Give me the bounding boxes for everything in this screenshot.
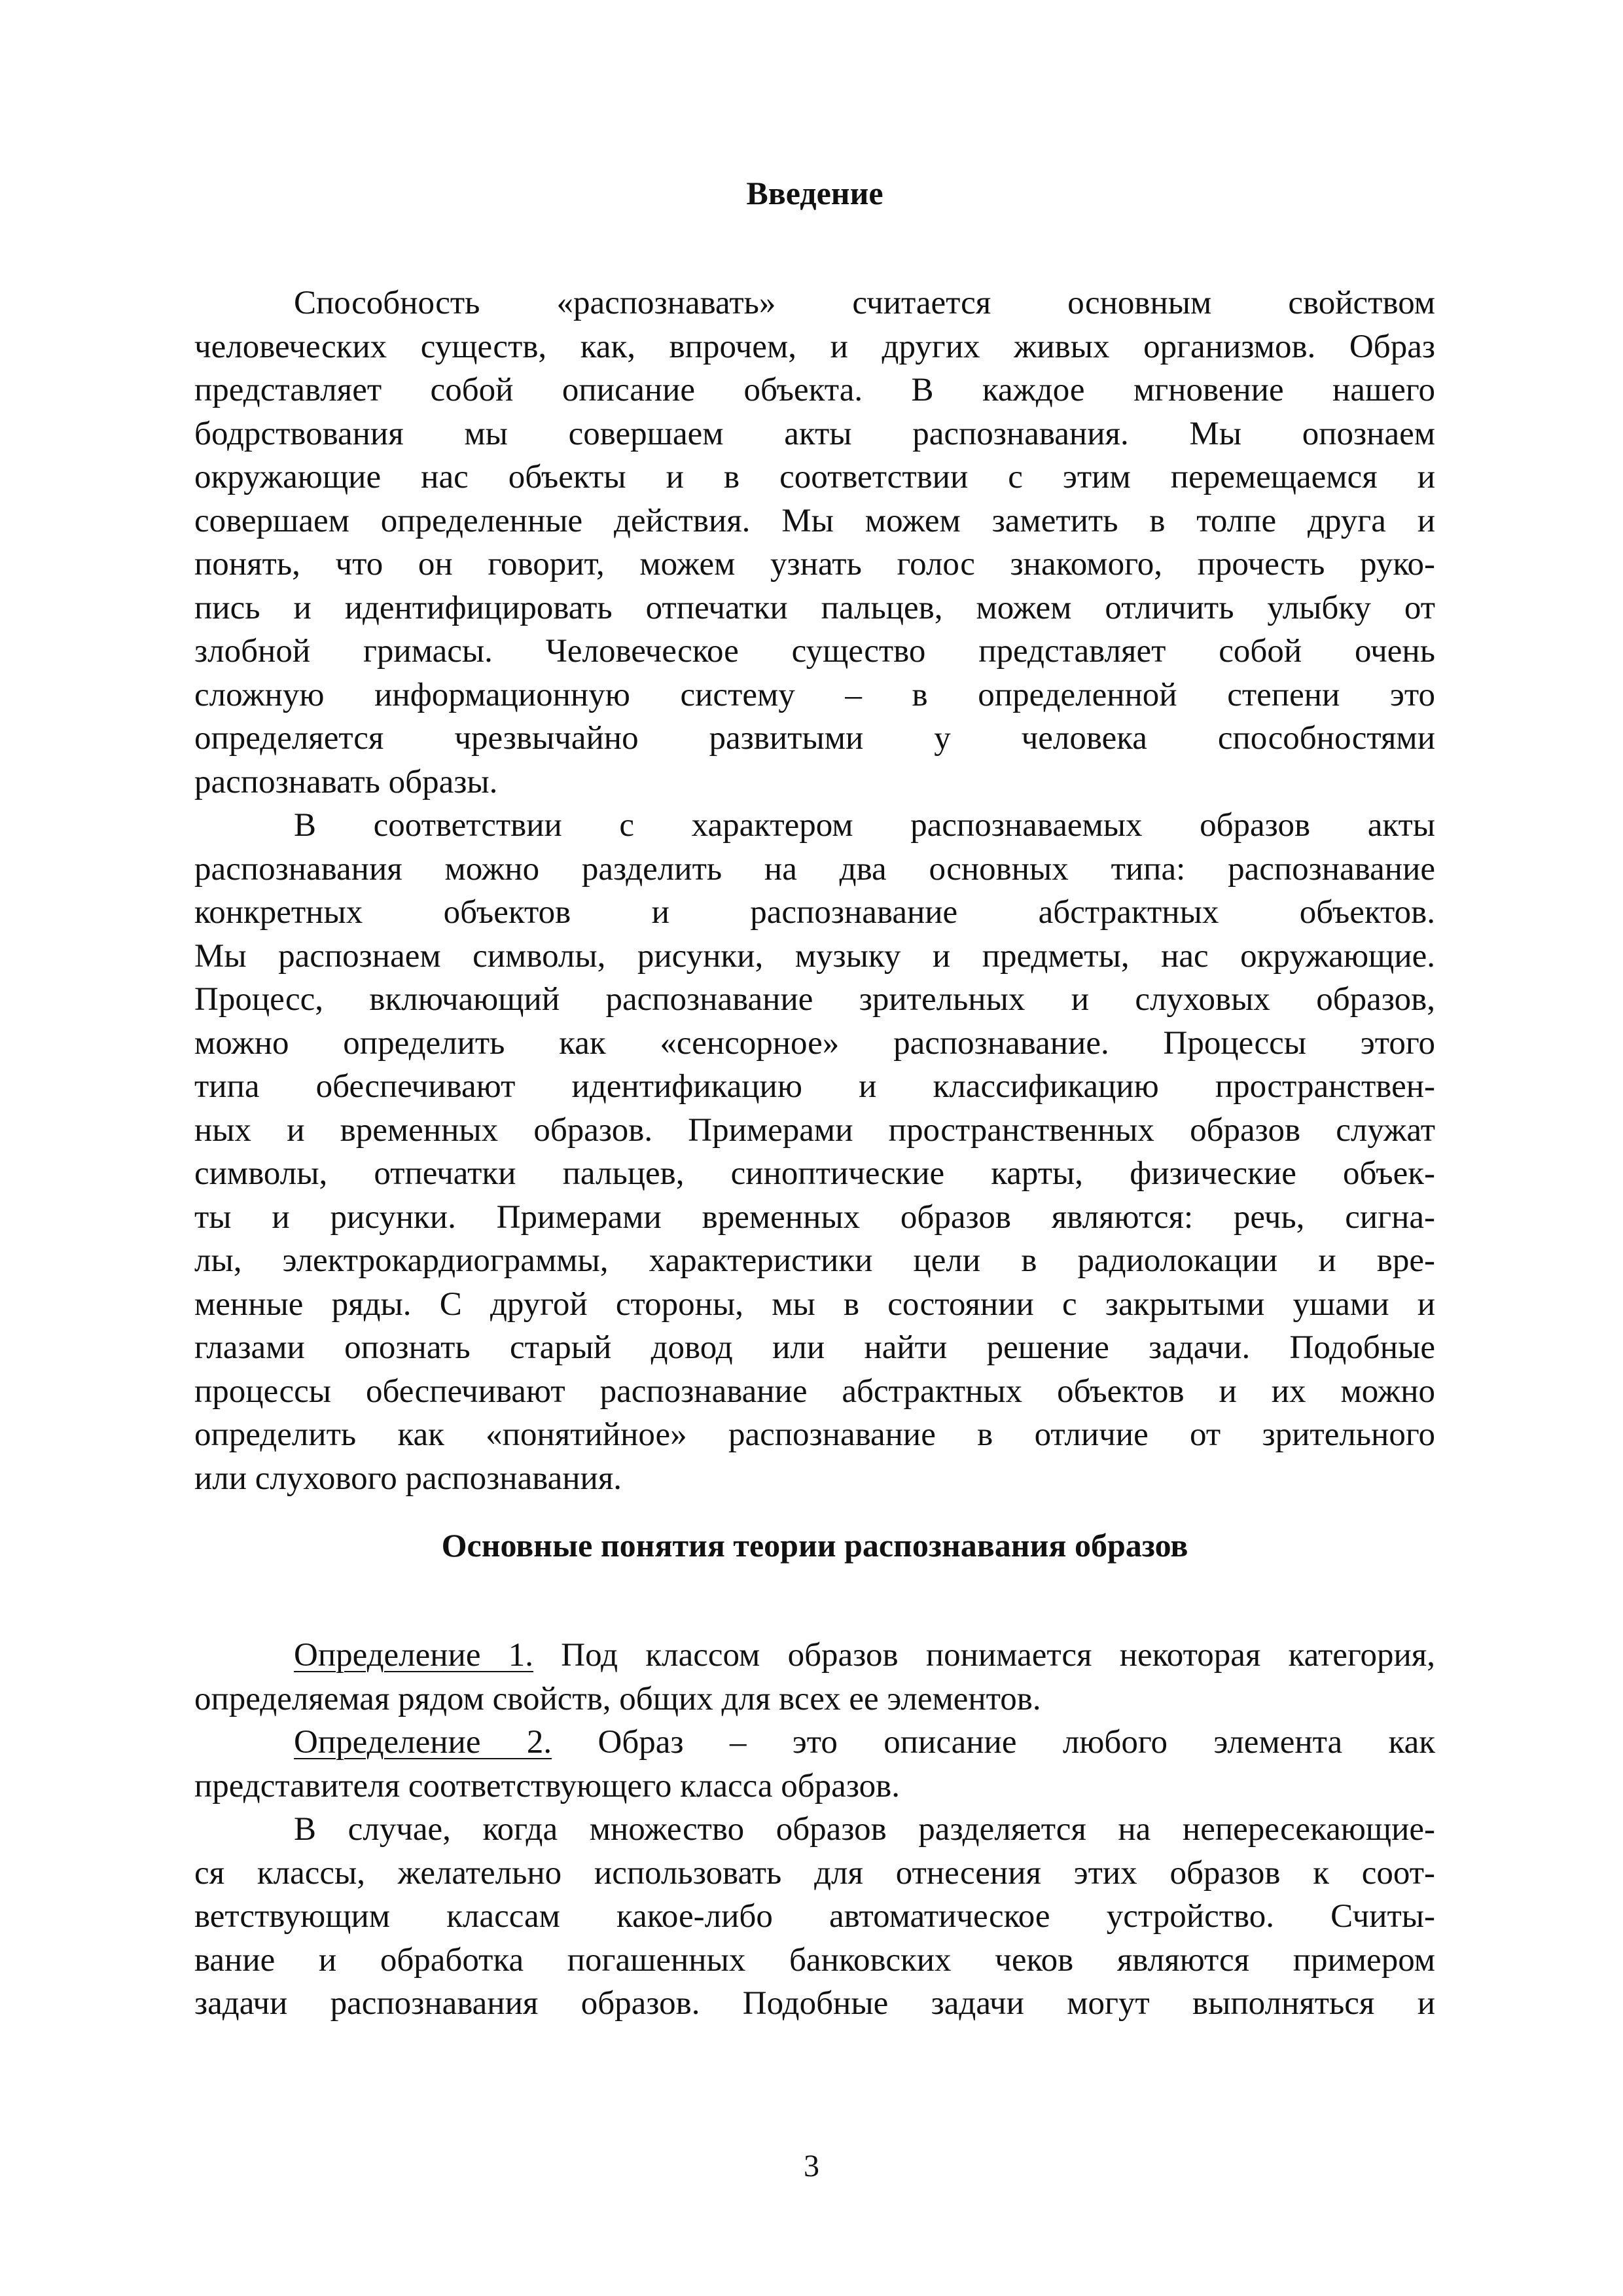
text-line: В случае, когда множество образов разделяется на непересекающие-	[294, 1811, 1435, 1848]
text-line: типа обеспечивают идентификацию и классификацию пространствен-	[194, 1068, 1435, 1105]
text-line: распознавать образы.	[194, 763, 498, 800]
definition-1	[194, 1634, 1435, 1721]
text-line: менные ряды. С другой стороны, мы в состоянии с закрытыми ушами и	[194, 1285, 1435, 1323]
text-line	[194, 1634, 1435, 1677]
page-content	[194, 171, 1435, 2026]
text-line: понять, что он говорит, можем узнать голос знакомого, прочесть руко-	[194, 546, 1435, 583]
text-line: совершаем определенные действия. Мы можем заметить в толпе друга и	[194, 502, 1435, 539]
text-line: лы, электрокардиограммы, характеристики цели в радиолокации и вре-	[194, 1242, 1435, 1279]
text-line: вание и обработка погашенных банковских чеков являются примером	[194, 1941, 1435, 1979]
section-heading: Основные понятия теории распознавания образов	[441, 1527, 1188, 1564]
definition-2	[194, 1721, 1435, 1808]
text-line: ся классы, желательно использовать для отнесения этих образов к соот-	[194, 1854, 1435, 1892]
text-line: окружающие нас объекты и в соответствии с этим перемещаемся и	[194, 459, 1435, 495]
text-line: глазами опознать старый довод или найти решение задачи. Подобные	[194, 1329, 1435, 1366]
text-line: В соответствии с характером распознаваемых образов акты	[294, 807, 1435, 844]
text-line	[194, 1721, 1435, 1765]
text-line: ных и временных образов. Примерами пространственных образов служат	[194, 1111, 1435, 1149]
definition-2-text: Образ – это описание любого элемента как	[597, 1724, 1435, 1761]
section-paragraph-1	[194, 1808, 1435, 2026]
text-line: конкретных объектов и распознавание абстрактных объектов.	[194, 894, 1435, 931]
text-line: Процесс, включающий распознавание зрительных и слуховых образов,	[194, 981, 1435, 1018]
text-line: определяется чрезвычайно развитыми у человека способностями	[194, 720, 1435, 757]
text-line: можно определить как «сенсорное» распознавание. Процессы этого	[194, 1024, 1435, 1062]
text-line: сложную информационную систему – в определенной степени это	[194, 676, 1435, 713]
text-line: определить как «понятийное» распознавание в отличие от зрительного	[194, 1416, 1435, 1453]
text-line: Мы распознаем символы, рисунки, музыку и предметы, нас окружающие.	[194, 937, 1435, 975]
text-line: Способность «распознавать» считается основным свойством	[294, 285, 1435, 321]
text-line: ты и рисунки. Примерами временных образов являются: речь, сигна-	[194, 1198, 1435, 1236]
text-line: задачи распознавания образов. Подобные задачи могут выполняться и	[194, 1985, 1435, 2022]
text-line: бодрствования мы совершаем акты распознавания. Мы опознаем	[194, 415, 1435, 452]
text-line: распознавания можно разделить на два основных типа: распознавание	[194, 850, 1435, 888]
text-line: представляет собой описание объекта. В каждое мгновение нашего	[194, 372, 1435, 408]
text-line: ветствующим классам какое-либо автоматическое устройство. Считы-	[194, 1898, 1435, 1935]
intro-paragraph-2	[194, 804, 1435, 1500]
text-line: представителя соответствующего класса образов.	[194, 1767, 900, 1804]
definition-2-label: Определение 2.	[294, 1724, 552, 1761]
definition-1-label: Определение 1.	[294, 1637, 533, 1674]
page-number: 3	[804, 2149, 819, 2183]
text-line: символы, отпечатки пальцев, синоптические карты, физические объек-	[194, 1155, 1435, 1192]
text-line: пись и идентифицировать отпечатки пальцев, можем отличить улыбку от	[194, 589, 1435, 626]
definition-1-text: Под классом образов понимается некоторая категория,	[561, 1637, 1436, 1674]
text-line: процессы обеспечивают распознавание абстрактных объектов и их можно	[194, 1372, 1435, 1410]
intro-heading: Введение	[746, 175, 883, 211]
text-line: человеческих существ, как, впрочем, и других живых организмов. Образ	[194, 328, 1435, 365]
text-line: злобной гримасы. Человеческое существо представляет собой очень	[194, 633, 1435, 670]
text-line: определяемая рядом свойств, общих для всех ее элементов.	[194, 1680, 1041, 1717]
text-line: или слухового распознавания.	[194, 1460, 622, 1497]
intro-paragraph-1	[194, 281, 1435, 804]
